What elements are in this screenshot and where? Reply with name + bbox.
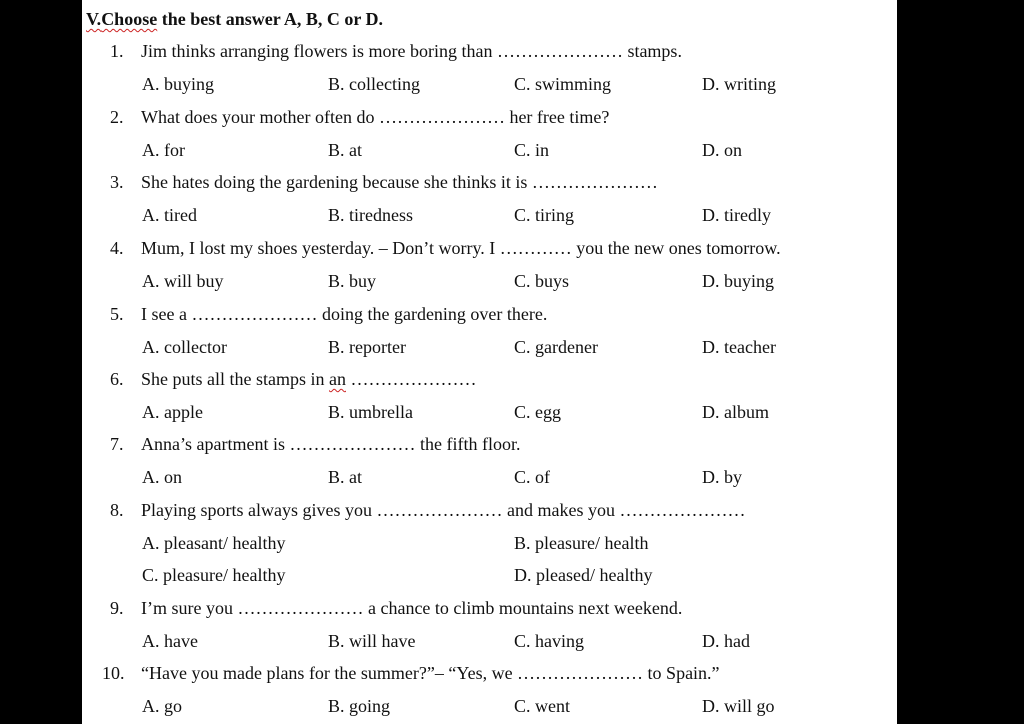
question-number: 3. bbox=[110, 172, 124, 192]
question-7 bbox=[82, 434, 897, 500]
question-text: I’m sure you ………………… a chance to climb mountains next weekend. bbox=[141, 598, 683, 618]
option-a: A. apple bbox=[142, 402, 203, 422]
option-d: D. on bbox=[702, 140, 742, 160]
worksheet-page bbox=[82, 0, 897, 724]
option-a: A. have bbox=[142, 631, 198, 651]
option-b: B. pleasure/ health bbox=[514, 533, 649, 553]
question-line bbox=[110, 598, 682, 619]
option-b: B. at bbox=[328, 140, 362, 160]
option-b: B. will have bbox=[328, 631, 416, 651]
question-text-after: ………………… bbox=[346, 369, 477, 389]
option-c: C. egg bbox=[514, 402, 561, 422]
exercise-heading bbox=[86, 9, 383, 30]
question-5 bbox=[82, 304, 897, 370]
option-c: C. buys bbox=[514, 271, 570, 291]
option-a: A. go bbox=[142, 696, 182, 716]
question-line bbox=[110, 304, 547, 325]
question-number: 2. bbox=[110, 107, 124, 127]
question-text: I see a ………………… doing the gardening over there. bbox=[141, 304, 548, 324]
question-line bbox=[110, 238, 781, 259]
option-d: D. pleased/ healthy bbox=[514, 565, 653, 585]
question-text: Anna’s apartment is ………………… the fifth floor. bbox=[141, 434, 521, 454]
question-number: 9. bbox=[110, 598, 124, 618]
question-text: Playing sports always gives you ………………… and makes you ………………… bbox=[141, 500, 746, 520]
option-c: C. having bbox=[514, 631, 584, 651]
option-a: A. collector bbox=[142, 337, 227, 357]
question-10 bbox=[82, 663, 897, 724]
option-b: B. umbrella bbox=[328, 402, 413, 422]
question-line bbox=[110, 434, 520, 455]
option-b: B. at bbox=[328, 467, 362, 487]
question-number: 6. bbox=[110, 369, 124, 389]
question-line bbox=[102, 663, 720, 684]
option-a: A. on bbox=[142, 467, 182, 487]
option-b: B. reporter bbox=[328, 337, 406, 357]
option-a: A. buying bbox=[142, 74, 214, 94]
option-d: D. buying bbox=[702, 271, 774, 291]
option-c: C. tiring bbox=[514, 205, 575, 225]
question-number: 10. bbox=[102, 663, 125, 683]
heading-prefix: V. bbox=[86, 9, 102, 29]
option-b: B. collecting bbox=[328, 74, 420, 94]
option-a: A. will buy bbox=[142, 271, 224, 291]
option-c: C. gardener bbox=[514, 337, 598, 357]
question-line bbox=[110, 172, 658, 193]
question-line bbox=[110, 369, 477, 390]
question-text: Jim thinks arranging flowers is more boring than ………………… stamps. bbox=[141, 41, 682, 61]
option-a: A. for bbox=[142, 140, 185, 160]
question-1 bbox=[82, 41, 897, 107]
question-text-before: She puts all the stamps in bbox=[141, 369, 329, 389]
question-6 bbox=[82, 369, 897, 435]
question-number: 1. bbox=[110, 41, 124, 61]
question-line bbox=[110, 107, 609, 128]
option-c: C. swimming bbox=[514, 74, 612, 94]
question-4 bbox=[82, 238, 897, 304]
option-b: B. going bbox=[328, 696, 391, 716]
option-d: D. album bbox=[702, 402, 769, 422]
question-text-flagged-word: an bbox=[329, 369, 346, 389]
option-d: D. by bbox=[702, 467, 742, 487]
question-number: 7. bbox=[110, 434, 124, 454]
question-text: What does your mother often do ………………… her free time? bbox=[141, 107, 610, 127]
option-c: C. of bbox=[514, 467, 550, 487]
question-text: Mum, I lost my shoes yesterday. – Don’t worry. I ………… you the new ones tomorrow. bbox=[141, 238, 781, 258]
question-3 bbox=[82, 172, 897, 238]
option-d: D. had bbox=[702, 631, 750, 651]
option-d: D. writing bbox=[702, 74, 776, 94]
option-c: C. went bbox=[514, 696, 570, 716]
heading-word: Choose bbox=[101, 9, 158, 29]
question-line bbox=[110, 41, 682, 62]
option-d: D. teacher bbox=[702, 337, 776, 357]
question-text: She hates doing the gardening because she thinks it is ………………… bbox=[141, 172, 658, 192]
question-number: 8. bbox=[110, 500, 124, 520]
question-2 bbox=[82, 107, 897, 173]
option-a: A. pleasant/ healthy bbox=[142, 533, 286, 553]
question-8 bbox=[82, 500, 897, 598]
heading-rest: the best answer A, B, C or D. bbox=[157, 9, 384, 29]
question-line bbox=[110, 500, 745, 521]
question-text: “Have you made plans for the summer?”– “Yes, we ………………… to Spain.” bbox=[141, 663, 720, 683]
option-b: B. tiredness bbox=[328, 205, 413, 225]
option-b: B. buy bbox=[328, 271, 377, 291]
option-c: C. in bbox=[514, 140, 550, 160]
question-number: 5. bbox=[110, 304, 124, 324]
option-a: A. tired bbox=[142, 205, 197, 225]
question-9 bbox=[82, 598, 897, 664]
option-c: C. pleasure/ healthy bbox=[142, 565, 286, 585]
option-d: D. tiredly bbox=[702, 205, 771, 225]
option-d: D. will go bbox=[702, 696, 775, 716]
question-number: 4. bbox=[110, 238, 124, 258]
